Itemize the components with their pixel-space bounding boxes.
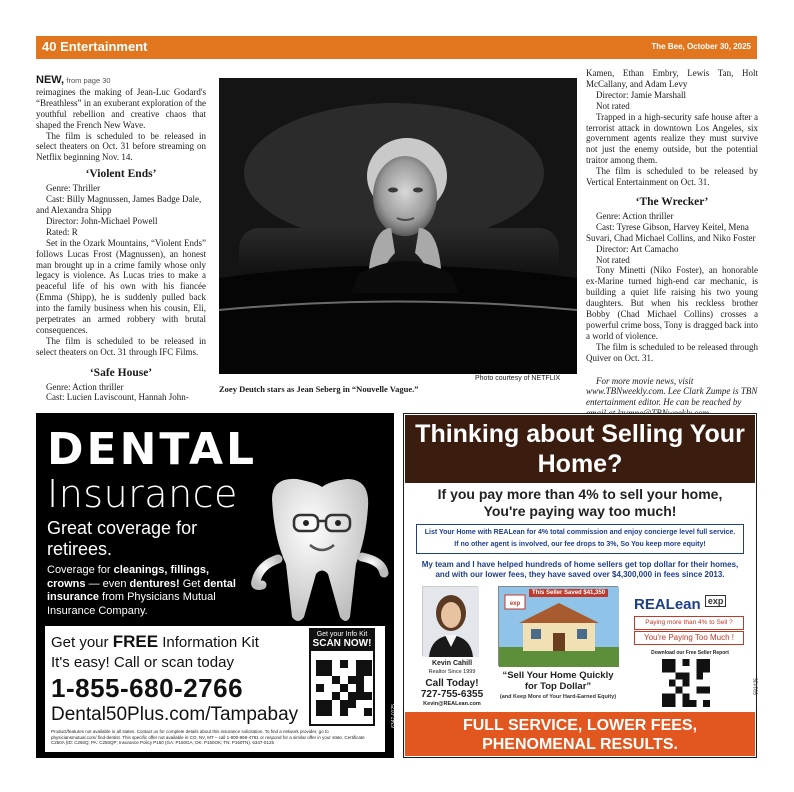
paragraph: reimagines the making of Jean-Luc Godard's “Breathless” in an exuberant exploration of the youthful rebellion and creative chaos that shaped the French New Wave. (36, 86, 206, 130)
ad-code: 591425 (754, 678, 760, 695)
subhead-violent-ends: ‘Violent Ends’ (85, 168, 157, 181)
real-estate-ad[interactable] (403, 413, 760, 758)
ad-tagline: Great coverage for retirees. (47, 518, 198, 559)
ad-headline: Thinking about Selling Your Home? (405, 415, 755, 483)
author-tagline[interactable]: For more movie news, visit www.TBNweekly.com. Lee Clark Zumpe is TBN entertainment editor. He can be reached by (586, 375, 758, 408)
download-report-label: Download our Free Seller Report (651, 650, 729, 656)
callout-question: Paying more than 4% to Sell ? (634, 616, 744, 630)
brokerage-logo: REALean $^{exp}$ (634, 596, 726, 613)
section-header-band (36, 36, 757, 59)
ad-cta-panel (45, 626, 385, 752)
qr-code-icon[interactable] (662, 659, 710, 707)
svg-text:exp: exp (509, 601, 521, 607)
info-line: Genre: Action thriller (46, 381, 124, 392)
info-line: Cast: Tyrese Gibson, Harvey Keitel, Mena Suvari, Chad Michael Collins, and Niko Foster (586, 221, 756, 243)
paragraph: Trapped in a high-security safe house after a terrorist attack in downtown Los Angeles, six government agents realize they must survive not just the enemy outside, but the potential traitor among them. (586, 111, 758, 166)
seller-saved-banner: This Seller Saved $41,350 (529, 589, 608, 597)
scan-box[interactable] (309, 628, 375, 726)
info-line: Director: Jamie Marshall (596, 89, 686, 100)
info-line: Cast: Billy Magnussen, James Badge Dale, and Alexandra Shipp (36, 194, 202, 215)
ad-quote-sub: (and Keep More of Your Hard-Earned Equity) (499, 694, 617, 700)
info-line: Not rated (596, 254, 630, 265)
commission-box: List Your Home with REALean for 4% total commission and enjoy concierge level full service. If no other agent is involved, our fee drops to 3%, So You keep more equity! (416, 524, 744, 554)
jump-label: NEW, (36, 74, 65, 86)
info-line: Director: John-Michael Powell (46, 215, 158, 226)
paragraph: Kamen, Ethan Embry, Lewis Tan, Holt McCallany, and Adam Levy (586, 68, 758, 89)
ad-quote: “Sell Your Home Quickly for Top Dollar” (502, 670, 614, 692)
photo-credit: Photo courtesy of NETFLIX (475, 375, 561, 382)
section-title: 40 Entertainment (42, 39, 148, 54)
tooth-mascot-icon (242, 469, 392, 629)
paragraph: The film is scheduled to be released through Quiver on Oct. 31. (586, 341, 758, 363)
info-kit-line: Get your FREE Information Kit (51, 632, 259, 651)
agent-photo (422, 586, 478, 656)
agent-name: Kevin Cahill Realtor Since 1999 (428, 660, 476, 675)
agent-email[interactable]: Kevin@REALean.com (423, 701, 481, 707)
jump-from[interactable]: from page 30 (66, 76, 111, 85)
article-photo (219, 78, 577, 374)
house-photo (498, 586, 618, 666)
dateline: The Bee, October 30, 2025 (651, 42, 751, 51)
info-line: Genre: Action thriller (596, 210, 674, 221)
article-column-right (586, 68, 758, 419)
paragraph: The film is scheduled to be released in select theaters on Oct. 31 through IFC Films. (36, 335, 206, 357)
photo-caption: Zoey Deutch stars as Jean Seberg in “Nouvelle Vague.” (219, 384, 419, 394)
ad-bottom-banner: FULL SERVICE, LOWER FEES, PHENOMENAL RESULTS. (405, 712, 755, 756)
paragraph: The film is scheduled to be released in select theaters on Oct. 31 before streaming on Netflix beginning Nov. 14. (36, 130, 206, 163)
info-line: Cast: Lucien Laviscount, Hannah John- (46, 392, 189, 403)
ad-body: Coverage for cleanings, fillings, crowns — even dentures! Get dental insurance from Physicians Mutual Insurance Company. (47, 564, 236, 617)
article-column-left (36, 76, 206, 403)
agent-call[interactable]: Call Today! 727-755-6355 (420, 678, 484, 700)
subhead-the-wrecker: ‘The Wrecker’ (635, 195, 709, 208)
dental-insurance-ad[interactable] (36, 413, 397, 758)
paragraph: Set in the Ozark Mountains, “Violent Ends” follows Lucas Frost (Magnussen), an honest man brought up in a crime family whose only legacy is violence. As Lucas tries to make a peaceful life of his own with his fiancée (Emma (Shipp), he is suddenly pulled back into the family business when his cousin, Eli, perpetrates an armed robbery with brutal consequences. (36, 237, 206, 335)
info-line: Genre: Thriller (46, 183, 101, 194)
ad-website[interactable]: Dental50Plus.com/Tampabay (51, 704, 299, 725)
jump-line (36, 75, 206, 87)
house-illustration-icon (499, 587, 619, 667)
info-line: Director: Art Camacho (596, 243, 679, 254)
scan-header: Get your Info Kit SCAN NOW! (312, 631, 372, 649)
ad-title-dental: DENTAL (47, 424, 258, 475)
ad-phone-number[interactable]: 1-855-680-2766 (51, 673, 244, 703)
paragraph: The film is scheduled to be released by Vertical Entertainment on Oct. 31. (586, 166, 758, 188)
ad-code: 6347-0125 (391, 704, 397, 728)
subhead-safe-house: ‘Safe House’ (89, 366, 153, 379)
callout-statement: You're Paying Too Much ! (634, 631, 744, 645)
ad-subheadline: If you pay more than 4% to sell your home, You're paying way too much! (437, 486, 723, 519)
fine-print: Product/features not available in all states. Contact us for complete details about this insurance solicitation. To find a network provider, go to physiciansmutual.com/ find-dentist. This specific offer not available in CO, NV, MT – call 1-800-969-4781 or respond for a similar offer in your state. Certificate C250A (ID: C250Q; PA: C250QP; Insurance Policy P150 (GA: P150GA; OK: P150OK; TN: P150TN). 6347-0125 (51, 729, 365, 745)
ad-title-insurance: Insurance (47, 472, 238, 516)
team-statement: My team and I have helped hundreds of home sellers get top dollar for their homes, and with our lower fees, they have saved over $4,300,000 in fees since 2013. (421, 560, 739, 579)
paragraph: Tony Minetti (Niko Foster), an honorable ex-Marine turned high-end car mechanic, is building a quiet life raising his two young daughters. But when his reckless brother Bobby (Chad Michael Collins) crosses a powerful crime boss, Tony is dragged back into a world of violence. (586, 265, 758, 341)
call-line: It's easy! Call or scan today (51, 654, 234, 671)
info-line: Not rated (596, 100, 630, 111)
agent-portrait-icon (423, 587, 479, 657)
info-line: Rated: R (46, 226, 78, 237)
photo-illustration (219, 78, 577, 374)
qr-code-icon[interactable] (316, 660, 372, 716)
